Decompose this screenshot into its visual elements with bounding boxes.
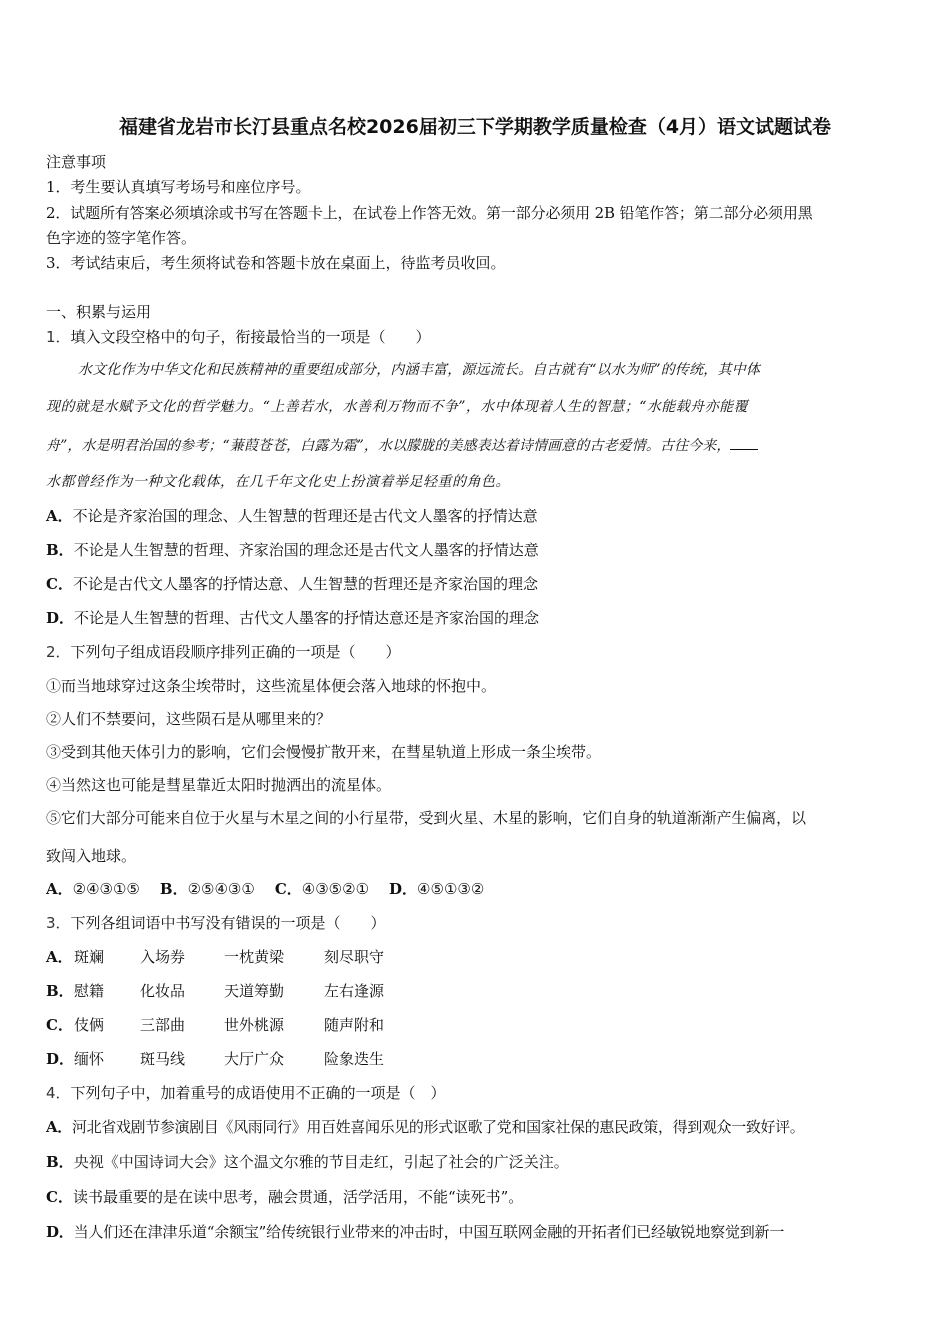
option-text: ④⑤①③② [417, 880, 485, 898]
sentence: ③受到其他天体引力的影响，它们会慢慢扩散开来，在彗星轨道上形成一条尘埃带。 [46, 743, 602, 761]
option-text: ②⑤④③① [187, 880, 255, 898]
option-text: ②④③①⑤ [72, 880, 140, 898]
sentence: ⑤它们大部分可能来自位于火星与木星之间的小行星带，受到火星、木星的影响，它们自身的轨道渐渐产生偏离，以 [46, 809, 806, 827]
option-B [46, 540, 539, 560]
option-letter: C． [46, 575, 73, 593]
word: 左右逢源 [324, 982, 385, 1000]
passage-line: 水都曾经作为一种文化载体，在几千年文化史上扮演着举足轻重的角色。 [46, 474, 510, 490]
option-letter: A． [46, 880, 73, 898]
passage-text: 舟”，水是明君治国的参考；“蒹葭苍苍，白露为霜”，水以朦胧的美感表达着诗情画意的古老爱情。古往今来， [46, 438, 731, 454]
option-A [46, 1117, 804, 1137]
option-letter: A． [46, 948, 73, 966]
option-letter: C． [274, 880, 302, 898]
sentence: ①而当地球穿过这条尘埃带时，这些流星体便会落入地球的怀抱中。 [46, 677, 497, 695]
notice-item: 2．试题所有答案必须填涂或书写在答题卡上，在试卷上作答无效。第一部分必须用 2B 铅笔作答；第二部分必须用黑 [46, 204, 813, 222]
q2-options-row [46, 879, 484, 899]
option-C [46, 574, 538, 594]
word: 入场券 [140, 948, 186, 966]
word: 化妆品 [140, 982, 186, 1000]
question-number: 4． [46, 1084, 71, 1102]
question-2 [46, 642, 401, 662]
passage-line: 现的就是水赋予文化的哲学魅力。“上善若水，水善利万物而不争”，水中体现着人生的智慧；“水能载舟亦能覆 [46, 399, 748, 415]
word: 天道筹勤 [224, 982, 285, 1000]
answer-blank [730, 435, 758, 450]
option-text: 不论是人生智慧的哲理、古代文人墨客的抒情达意还是齐家治国的理念 [74, 609, 540, 627]
notice-item: 1．考生要认真填写考场号和座位序号。 [46, 178, 311, 196]
option-text: ④③⑤②① [301, 880, 370, 898]
option-letter: C． [46, 1016, 73, 1034]
option-text: 不论是古代文人墨客的抒情达意、人生智慧的哲理还是齐家治国的理念 [72, 575, 538, 593]
option-D [46, 1222, 784, 1242]
section-heading: 一、积累与运用 [46, 303, 152, 321]
passage-line: 水文化作为中华文化和民族精神的重要组成部分，内涵丰富，源远流长。自古就有“以水为师”的传统，其中体 [78, 362, 761, 378]
option-A [46, 506, 538, 526]
option-letter: D． [389, 880, 418, 898]
option-letter: D． [46, 1223, 74, 1241]
option-letter: B． [159, 880, 188, 898]
option-A [46, 880, 140, 898]
notice-item: 3．考试结束后，考生须将试卷和答题卡放在桌面上，待监考员收回。 [46, 254, 506, 272]
option-B [160, 880, 255, 898]
option-text: 河北省戏剧节参演剧目《风雨同行》用百姓喜闻乐见的形式讴歌了党和国家社保的惠民政策，得到观众一致好评。 [71, 1118, 805, 1136]
option-text: 不论是齐家治国的理念、人生智慧的哲理还是古代文人墨客的抒情达意 [72, 507, 538, 525]
option-text: 读书最重要的是在读中思考，融会贯通，活学活用，不能“读死书”。 [72, 1188, 524, 1206]
question-3 [46, 913, 386, 933]
word: 伎俩 [74, 1016, 105, 1034]
question-number: 1． [46, 328, 71, 346]
notice-heading: 注意事项 [46, 153, 107, 171]
word: 随声附和 [324, 1016, 385, 1034]
question-number: 3． [46, 914, 71, 932]
question-stem: 下列句子组成语段顺序排列正确的一项是（ ） [70, 643, 401, 661]
question-number: 2． [46, 643, 71, 661]
question-stem: 下列各组词语中书写没有错误的一项是（ ） [70, 914, 386, 932]
option-C [275, 880, 369, 898]
option-letter: C． [46, 1188, 73, 1206]
option-D [46, 1049, 384, 1069]
option-letter: B． [46, 541, 74, 559]
word: 斑马线 [140, 1050, 186, 1068]
question-1 [46, 327, 431, 347]
word: 险象迭生 [324, 1050, 385, 1068]
question-stem: 下列句子中，加着重号的成语使用不正确的一项是（ ） [70, 1084, 446, 1102]
word: 三部曲 [140, 1016, 186, 1034]
option-text: 不论是人生智慧的哲理、齐家治国的理念还是古代文人墨客的抒情达意 [73, 541, 539, 559]
option-D [46, 608, 539, 628]
question-stem: 填入文段空格中的句子，衔接最恰当的一项是（ ） [70, 328, 431, 346]
option-text: 央视《中国诗词大会》这个温文尔雅的节目走红，引起了社会的广泛关注。 [73, 1153, 569, 1171]
page-title: 福建省龙岩市长汀县重点名校2026届初三下学期教学质量检查（4月）语文试题试卷 [118, 116, 832, 138]
word: 一枕黄梁 [224, 948, 285, 966]
word: 大厅广众 [224, 1050, 285, 1068]
option-letter: D． [46, 1050, 75, 1068]
word: 世外桃源 [224, 1016, 285, 1034]
option-C [46, 1187, 523, 1207]
option-A [46, 947, 384, 967]
sentence: ④当然这也可能是彗星靠近太阳时抛洒出的流星体。 [46, 776, 392, 794]
option-C [46, 1015, 384, 1035]
word: 刻尽职守 [324, 948, 385, 966]
option-letter: A． [46, 507, 73, 525]
sentence: ②人们不禁要问，这些陨石是从哪里来的？ [46, 710, 332, 728]
sentence: 致闯入地球。 [46, 847, 137, 865]
option-letter: B． [46, 1153, 74, 1171]
option-B [46, 981, 384, 1001]
word: 缅怀 [74, 1050, 105, 1068]
option-letter: A． [46, 1118, 72, 1136]
option-B [46, 1152, 569, 1172]
option-text: 当人们还在津津乐道“余额宝”给传统银行业带来的冲击时，中国互联网金融的开拓者们已经敏锐地察觉到新一 [73, 1223, 785, 1241]
passage-line-with-blank [46, 435, 758, 456]
option-letter: D． [46, 609, 75, 627]
question-4 [46, 1083, 446, 1103]
notice-item: 色字迹的签字笔作答。 [46, 229, 197, 247]
word: 慰籍 [74, 982, 105, 1000]
option-letter: B． [46, 982, 74, 1000]
option-D [389, 880, 484, 898]
word: 斑斓 [74, 948, 105, 966]
